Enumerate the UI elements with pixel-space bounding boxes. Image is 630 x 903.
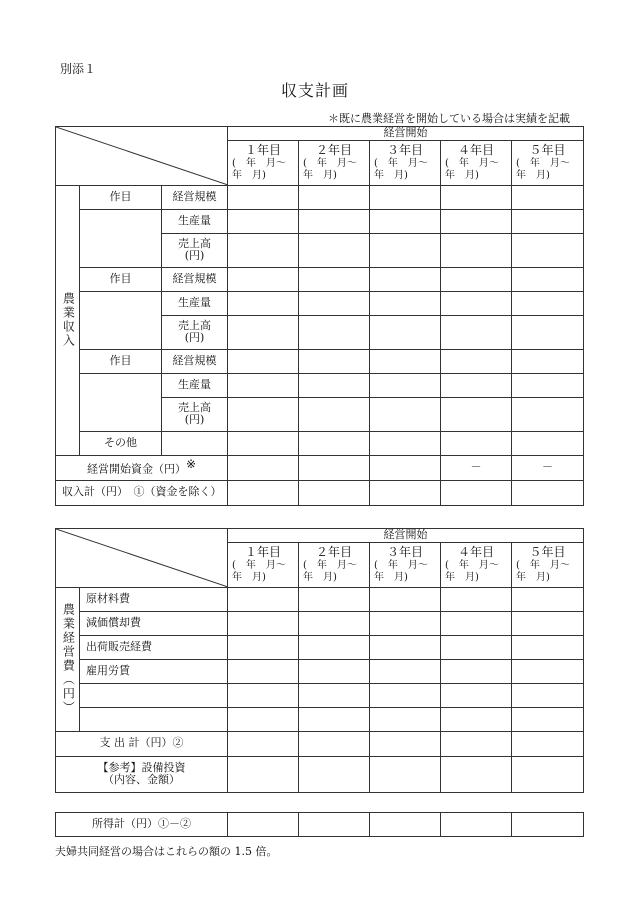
input-cell[interactable] <box>299 480 370 505</box>
input-cell[interactable] <box>512 659 584 683</box>
year-header: ２年目 ( 年 月～ 年 月) <box>299 140 370 185</box>
input-cell[interactable] <box>299 349 370 373</box>
input-cell[interactable] <box>370 209 441 233</box>
input-cell[interactable] <box>441 185 512 209</box>
net-income-table <box>55 812 584 837</box>
production-label: 生産量 <box>162 291 228 315</box>
input-cell[interactable] <box>228 349 299 373</box>
input-cell[interactable] <box>299 707 370 731</box>
input-cell[interactable] <box>512 315 584 349</box>
input-cell[interactable] <box>299 209 370 233</box>
crop-name-cell[interactable] <box>80 373 162 431</box>
input-cell[interactable] <box>441 233 512 267</box>
other-detail-cell[interactable] <box>162 431 228 455</box>
input-cell[interactable] <box>512 185 584 209</box>
input-cell[interactable] <box>441 315 512 349</box>
header-diagonal-cell <box>56 529 228 588</box>
input-cell[interactable] <box>228 635 299 659</box>
input-cell[interactable] <box>512 291 584 315</box>
sales-label: 売上高 (円) <box>162 315 228 349</box>
input-cell[interactable] <box>370 635 441 659</box>
crop-label: 作目 <box>80 185 162 209</box>
input-cell[interactable] <box>228 813 299 837</box>
input-cell[interactable] <box>512 431 584 455</box>
input-cell[interactable] <box>299 185 370 209</box>
input-cell[interactable] <box>441 373 512 397</box>
input-cell[interactable] <box>441 209 512 233</box>
input-cell[interactable] <box>299 373 370 397</box>
input-cell[interactable] <box>370 611 441 635</box>
input-cell[interactable] <box>228 373 299 397</box>
dash-cell: － <box>441 455 512 480</box>
scale-label: 経営規模 <box>162 185 228 209</box>
input-cell[interactable] <box>370 291 441 315</box>
input-cell[interactable] <box>299 587 370 611</box>
input-cell[interactable] <box>370 267 441 291</box>
input-cell[interactable] <box>228 267 299 291</box>
input-cell[interactable] <box>370 431 441 455</box>
input-cell[interactable] <box>512 373 584 397</box>
input-cell[interactable] <box>299 315 370 349</box>
net-income-label: 所得計（円）①－② <box>56 813 228 837</box>
input-cell[interactable] <box>441 813 512 837</box>
input-cell[interactable] <box>370 731 441 756</box>
input-cell[interactable] <box>441 397 512 431</box>
input-cell[interactable] <box>512 480 584 505</box>
input-cell[interactable] <box>370 756 441 792</box>
input-cell[interactable] <box>441 267 512 291</box>
expense-table <box>55 528 584 793</box>
input-cell[interactable] <box>370 455 441 480</box>
production-label: 生産量 <box>162 209 228 233</box>
expense-item-label: 原材料費 <box>80 587 228 611</box>
input-cell[interactable] <box>512 587 584 611</box>
production-label: 生産量 <box>162 373 228 397</box>
input-cell[interactable] <box>441 587 512 611</box>
input-cell[interactable] <box>441 707 512 731</box>
income-section-label: 農業収入 <box>56 185 80 455</box>
year-header: ４年目 ( 年 月～ 年 月) <box>441 140 512 185</box>
input-cell[interactable] <box>228 707 299 731</box>
input-cell[interactable] <box>299 756 370 792</box>
year-header: ５年目 ( 年 月～ 年 月) <box>512 542 584 587</box>
input-cell[interactable] <box>441 291 512 315</box>
input-cell[interactable] <box>370 315 441 349</box>
input-cell[interactable] <box>370 185 441 209</box>
dash-cell: － <box>512 455 584 480</box>
input-cell[interactable] <box>512 731 584 756</box>
input-cell[interactable] <box>299 813 370 837</box>
scale-label: 経営規模 <box>162 267 228 291</box>
input-cell[interactable] <box>441 480 512 505</box>
input-cell[interactable] <box>228 611 299 635</box>
input-cell[interactable] <box>512 611 584 635</box>
year-header: ２年目 ( 年 月～ 年 月) <box>299 542 370 587</box>
header-group-label: 経営開始 <box>228 529 584 543</box>
input-cell[interactable] <box>370 397 441 431</box>
input-cell[interactable] <box>512 233 584 267</box>
crop-name-cell[interactable] <box>80 291 162 349</box>
input-cell[interactable] <box>299 731 370 756</box>
year-header: １年目 ( 年 月～ 年 月) <box>228 140 299 185</box>
year-header: １年目 ( 年 月～ 年 月) <box>228 542 299 587</box>
input-cell[interactable] <box>228 683 299 707</box>
input-cell[interactable] <box>228 233 299 267</box>
input-cell[interactable] <box>370 683 441 707</box>
page-title: 収支計画 <box>280 81 349 100</box>
expense-section-label: 農業経営費（円） <box>56 587 80 731</box>
input-cell[interactable] <box>512 756 584 792</box>
investment-reference-label: 【参考】設備投資 （内容、金額） <box>56 756 228 792</box>
expense-item-label: 雇用労賃 <box>80 659 228 683</box>
input-cell[interactable] <box>512 267 584 291</box>
income-total-label: 収入計（円） ①（資金を除く） <box>56 480 228 505</box>
input-cell[interactable] <box>228 455 299 480</box>
input-cell[interactable] <box>299 635 370 659</box>
input-cell[interactable] <box>299 291 370 315</box>
input-cell[interactable] <box>228 315 299 349</box>
expense-item-blank[interactable] <box>80 683 228 707</box>
input-cell[interactable] <box>228 731 299 756</box>
expense-item-blank[interactable] <box>80 707 228 731</box>
start-fund-label: 経営開始資金（円）※ <box>56 455 228 480</box>
header-group-label: 経営開始 <box>228 127 584 141</box>
crop-name-cell[interactable] <box>80 209 162 267</box>
input-cell[interactable] <box>441 635 512 659</box>
expense-item-label: 出荷販売経費 <box>80 635 228 659</box>
input-cell[interactable] <box>512 813 584 837</box>
input-cell[interactable] <box>299 233 370 267</box>
income-table <box>55 126 584 506</box>
input-cell[interactable] <box>441 756 512 792</box>
year-header: ５年目 ( 年 月～ 年 月) <box>512 140 584 185</box>
input-cell[interactable] <box>441 683 512 707</box>
year-header: ４年目 ( 年 月～ 年 月) <box>441 542 512 587</box>
input-cell[interactable] <box>299 431 370 455</box>
input-cell[interactable] <box>370 587 441 611</box>
sales-label: 売上高 (円) <box>162 233 228 267</box>
annex-label: 別添１ <box>60 62 97 76</box>
crop-label: 作目 <box>80 267 162 291</box>
input-cell[interactable] <box>512 635 584 659</box>
note-text: ＊既に農業経営を開始している場合は実績を記載 <box>328 112 570 125</box>
input-cell[interactable] <box>441 659 512 683</box>
input-cell[interactable] <box>441 431 512 455</box>
input-cell[interactable] <box>512 349 584 373</box>
input-cell[interactable] <box>299 267 370 291</box>
input-cell[interactable] <box>512 397 584 431</box>
input-cell[interactable] <box>228 659 299 683</box>
crop-label: 作目 <box>80 349 162 373</box>
input-cell[interactable] <box>228 291 299 315</box>
input-cell[interactable] <box>512 707 584 731</box>
input-cell[interactable] <box>512 683 584 707</box>
expense-item-label: 減価償却費 <box>80 611 228 635</box>
input-cell[interactable] <box>228 431 299 455</box>
input-cell[interactable] <box>441 611 512 635</box>
input-cell[interactable] <box>370 233 441 267</box>
input-cell[interactable] <box>512 209 584 233</box>
input-cell[interactable] <box>299 455 370 480</box>
input-cell[interactable] <box>370 373 441 397</box>
expense-total-label: 支 出 計（円）② <box>56 731 228 756</box>
input-cell[interactable] <box>441 349 512 373</box>
input-cell[interactable] <box>228 480 299 505</box>
input-cell[interactable] <box>228 185 299 209</box>
input-cell[interactable] <box>299 611 370 635</box>
input-cell[interactable] <box>299 683 370 707</box>
year-header: ３年目 ( 年 月～ 年 月) <box>370 140 441 185</box>
input-cell[interactable] <box>370 707 441 731</box>
input-cell[interactable] <box>370 349 441 373</box>
year-header: ３年目 ( 年 月～ 年 月) <box>370 542 441 587</box>
input-cell[interactable] <box>370 480 441 505</box>
input-cell[interactable] <box>228 756 299 792</box>
header-diagonal-cell <box>56 127 228 186</box>
scale-label: 経営規模 <box>162 349 228 373</box>
input-cell[interactable] <box>228 209 299 233</box>
input-cell[interactable] <box>441 731 512 756</box>
input-cell[interactable] <box>370 659 441 683</box>
input-cell[interactable] <box>228 397 299 431</box>
input-cell[interactable] <box>299 397 370 431</box>
input-cell[interactable] <box>299 659 370 683</box>
other-label: その他 <box>80 431 162 455</box>
sales-label: 売上高 (円) <box>162 397 228 431</box>
input-cell[interactable] <box>228 587 299 611</box>
footnote: 夫婦共同経営の場合はこれらの額の 1.5 倍。 <box>55 845 278 858</box>
input-cell[interactable] <box>370 813 441 837</box>
